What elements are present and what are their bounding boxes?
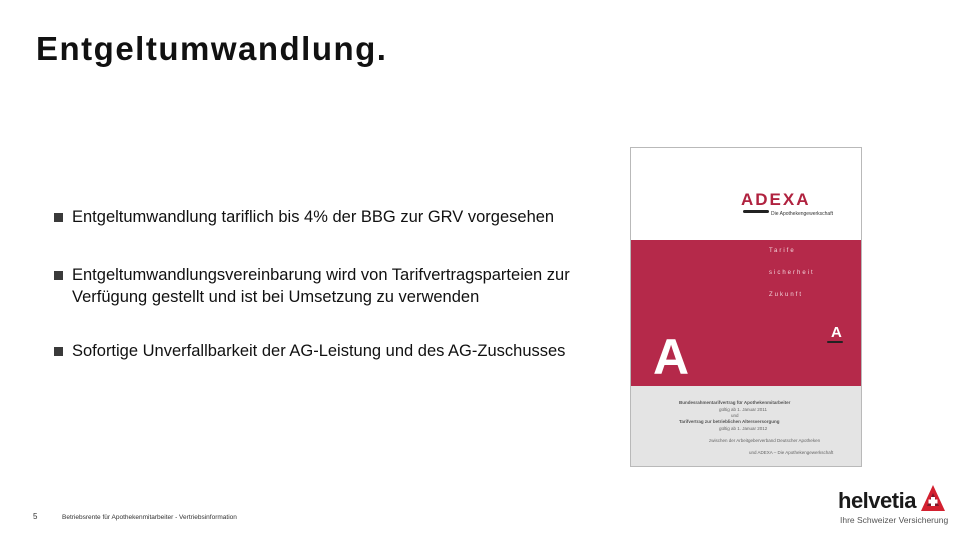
cover-word: Tarife [769,248,796,254]
cover-line: zwischen der Arbeitgeberverband Deutscher Apotheken [709,438,821,443]
helvetia-logo [838,482,948,526]
helvetia-tagline: Ihre Schweizer Versicherung [840,515,949,525]
helvetia-cross-icon [920,484,946,512]
cover-line: und ADEXA – Die Apothekengewerkschaft [749,450,834,455]
bullet-text: Entgeltumwandlung tariflich bis 4% der BBG zur GRV vorgesehen [72,208,555,226]
cover-line: gültig ab 1. Januar 2012 [719,426,768,431]
document-cover-image [630,147,862,467]
cover-small-swoosh-icon [827,341,843,343]
bullet-square-icon [54,347,63,356]
cover-line: Tarifvertrag zur betrieblichen Altersversorgung [679,419,780,424]
cover-line: gültig ab 1. Januar 2011 [719,407,767,412]
bullet-square-icon [54,213,63,222]
bullet-item [52,340,565,362]
document-cover-header [631,148,861,240]
cover-small-a-logo: A [831,324,842,341]
cover-word: Zukunft [769,292,804,298]
bullet-text: Entgeltumwandlungsvereinbarung wird von Tarifvertragsparteien zur Verfügung gestellt und ist bei Umsetzung zu verwenden [72,266,570,306]
page-number: 5 [33,512,38,521]
helvetia-wordmark: helvetia [838,488,916,513]
document-cover-grey-band [631,386,861,467]
adexa-logo: ADEXA [741,190,811,209]
adexa-logo-tagline: Die Apothekengewerkschaft [771,211,833,217]
bullet-item [52,264,612,308]
bullet-text: Sofortige Unverfallbarkeit der AG-Leistung und des AG-Zuschusses [72,342,566,360]
cover-line: und [731,413,739,418]
document-cover-red-band [631,240,861,386]
bullet-square-icon [54,271,63,280]
slide-title: Entgeltumwandlung. [36,30,388,67]
cover-line: Bundesrahmentarifvertrag für Apothekenmitarbeiter [679,400,791,405]
bullet-item [52,206,554,228]
footer-text: Betriebsrente für Apothekenmitarbeiter - Vertriebsinformation [62,514,237,521]
cover-big-a: A [653,329,690,385]
cover-word: sicherheit [769,270,815,276]
adexa-logo-swoosh-icon [743,210,769,213]
